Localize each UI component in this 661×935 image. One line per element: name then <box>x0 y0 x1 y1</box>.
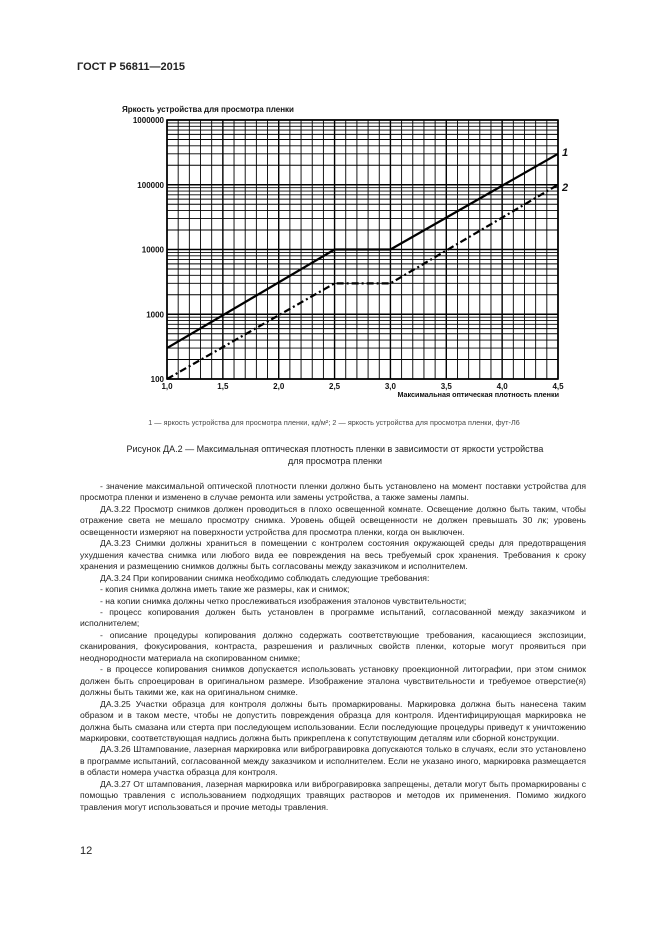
x-tick-label: 1,0 <box>161 382 173 391</box>
x-tick-label: 4,0 <box>496 382 508 391</box>
series-label: 1 <box>562 146 569 159</box>
x-axis-label: Максимальная оптическая плотность пленки <box>397 390 559 399</box>
x-tick-label: 3,5 <box>440 382 452 391</box>
x-tick-label: 1,5 <box>217 382 229 391</box>
x-tick-label: 4,5 <box>552 382 564 391</box>
list-item: - в процессе копирования снимков допускается использовать установку проекционной литографии, при этом снимок должен быть спроецирован в оригинальном размере. Изображение эталона чувствительности и требуемое отверстие(я) должны быть такими же, как на оригинальном снимке. <box>80 664 586 698</box>
x-tick-label: 3,0 <box>384 382 396 391</box>
paragraph: ДА.3.26 Штампование, лазерная маркировка или виброгравировка допускаются только в случаях, если это установлено в программе испытаний, согласованной между заказчиком и исполнителем. Если не указано иного, маркировка размещается в области номера участка образца для контроля. <box>80 744 586 778</box>
chart-ticks <box>133 116 564 391</box>
paragraph: ДА.3.23 Снимки должны храниться в помещении с контролем состояния окружающей среды для предотвращения ухудшения качества снимка или любого вида ее повреждения на весь требуемый срок хранения. Требования к сроку хранения и размещению снимков должны быть согласованы между заказчиком и исполнителем. <box>80 538 586 572</box>
paragraph: ДА.3.27 От штампования, лазерная маркировка или виброгравировка запрещены, детали могут быть промаркированы с помощью травления с использованием подходящих травящих растворов и методов их применения. Помимо жидкого травления могут использоваться и прочие методы травления. <box>80 778 586 812</box>
y-tick-label: 100000 <box>137 180 164 190</box>
body-text <box>80 481 586 813</box>
y-axis-label: Яркость устройства для просмотра пленки <box>122 105 294 114</box>
paragraph: - значение максимальной оптической плотности пленки должно быть установлено на момент поставки устройства для просмотра пленки и изменено в случае ремонта или замены устройства, а также замены лампы. <box>80 481 586 503</box>
document-header: ГОСТ Р 56811—2015 <box>77 61 185 73</box>
y-tick-label: 1000 <box>146 310 164 320</box>
figure-caption-line2: для просмотра пленки <box>288 456 382 466</box>
figure-caption-line1: Рисунок ДА.2 — Максимальная оптическая плотность пленки в зависимости от яркости устройства <box>126 444 544 454</box>
figure-caption <box>80 443 590 467</box>
y-tick-label: 10000 <box>141 245 164 255</box>
paragraph: ДА.3.25 Участки образца для контроля должны быть промаркированы. Маркировка должна быть нанесена таким образом и в таком месте, чтобы не допустить повреждения образца для контроля. Идентифицирующая маркировка не должна быть смазана или стерта при последующем использовании. Если последующие процедуры приведут к уничтожению маркировки, соответствующая надпись должна быть прикреплена к сопутствующим деталям или сборной конструкции. <box>80 698 586 743</box>
paragraph: ДА.3.22 Просмотр снимков должен проводиться в плохо освещенной комнате. Освещение должно быть таким, чтобы отражение света не мешало просмотру снимка. Уровень общей освещенности не должен превышать 30 лк; уровень освещенности измеряют на поверхности устройства для просмотра пленки, когда он выключен. <box>80 503 586 537</box>
figure-legend: 1 — яркость устройства для просмотра пленки, кд/м²; 2 — яркость устройства для просмотра пленки, фут-Л6 <box>148 418 520 427</box>
list-item: - процесс копирования должен быть установлен в программе испытаний, согласованной между заказчиком и исполнителем; <box>80 606 586 629</box>
chart-series <box>167 147 568 379</box>
series-line-2 <box>167 185 558 379</box>
x-tick-label: 2,0 <box>273 382 285 391</box>
chart <box>0 0 661 410</box>
list-item: - описание процедуры копирования должно содержать соответствующие требования, касающиеся экспозиции, сканирования, фокусирования, контраста, разрешения и различных свойств пленки, которые могут проявиться при неоднородности материала на скопированном снимке; <box>80 629 586 663</box>
paragraph: ДА.3.24 При копировании снимка необходимо соблюдать следующие требования: <box>100 572 430 583</box>
y-tick-label: 1000000 <box>132 116 164 125</box>
list-item: - копия снимка должна иметь такие же размеры, как и снимок; <box>100 584 350 595</box>
list-item: - на копии снимка должны четко прослеживаться изображения эталонов чувствительности; <box>100 595 467 606</box>
x-tick-label: 2,5 <box>329 382 341 391</box>
page-number: 12 <box>80 845 93 857</box>
series-line-1 <box>167 154 558 348</box>
y-tick-label: 100 <box>150 375 164 384</box>
series-label: 2 <box>562 181 569 194</box>
